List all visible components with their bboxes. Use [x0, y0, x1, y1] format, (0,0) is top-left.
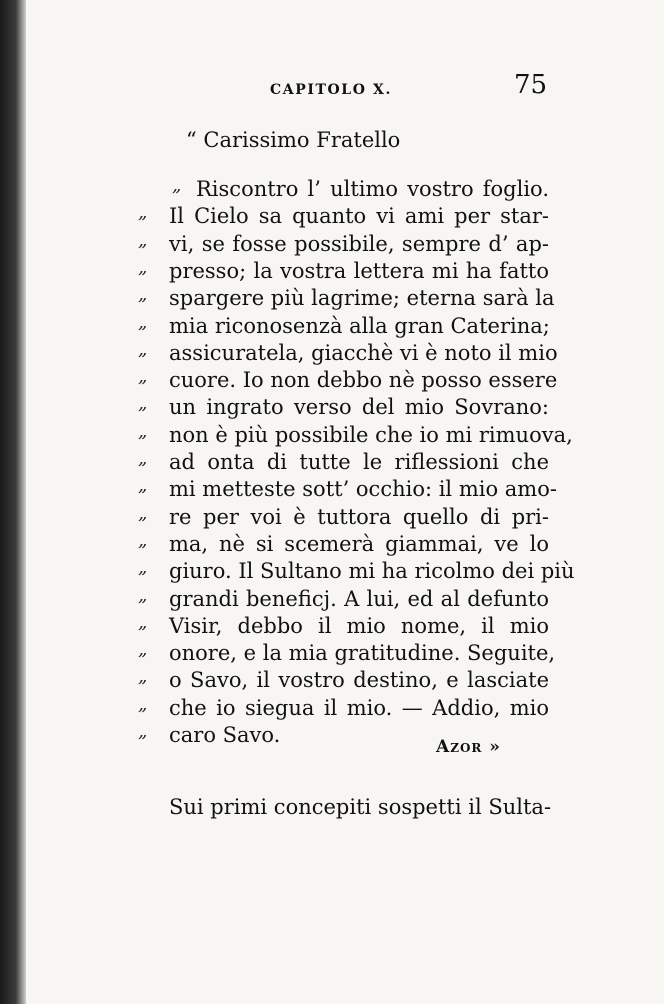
quote-mark: „ — [138, 584, 148, 606]
quote-mark: „ — [138, 475, 148, 497]
quote-mark: „ — [138, 338, 148, 360]
quote-mark: „ — [138, 721, 148, 742]
letter-line: spargere più lagrime; eterna sarà la — [169, 286, 555, 311]
letter-line: vi, se fosse possibile, sempre d’ ap- — [169, 231, 549, 256]
quote-mark: „ — [138, 502, 148, 524]
book-page — [26, 0, 664, 1004]
letter-line: grandi beneficj. A lui, ed al defunto — [169, 586, 549, 611]
quote-mark: „ — [138, 284, 148, 306]
quote-mark: „ — [138, 693, 148, 715]
quote-mark: „ — [138, 611, 148, 633]
letter-line: presso; la vostra lettera mi ha fatto — [169, 258, 549, 283]
letter-line: che io siegua il mio. — Addio, mio — [169, 695, 549, 720]
letter-line: mia riconosenzà alla gran Caterina; — [169, 313, 550, 338]
letter-line: assicuratela, giacchè vi è noto il mio — [169, 340, 558, 365]
quote-mark: „ — [138, 366, 148, 388]
letter-line: onore, e la mia gratitudine. Seguite, — [169, 641, 556, 666]
quote-mark: „ — [138, 393, 148, 415]
quote-mark: „ — [138, 529, 148, 551]
letter-line: re per voi è tuttora quello di pri- — [169, 504, 549, 529]
quote-mark: „ — [138, 557, 148, 579]
letter-line: giuro. Il Sultano mi ha ricolmo dei più — [169, 559, 575, 584]
quote-mark: „ — [138, 256, 148, 278]
quote-mark: „ — [138, 229, 148, 251]
letter-line: o Savo, il vostro destino, e lasciate — [169, 668, 549, 693]
letter-line: non è più possibile che io mi rimuova, — [169, 422, 573, 447]
quote-mark: „ — [138, 311, 148, 333]
quote-mark: „ — [138, 639, 148, 661]
letter-line: mi metteste sott’ occhio: il mio amo- — [169, 477, 557, 502]
letter-salutation: “ Carissimo Fratello — [186, 128, 401, 152]
quote-mark: „ — [138, 448, 148, 469]
letter-line: un ingrato verso del mio Sovrano: — [169, 395, 549, 420]
letter-signature: Azor » — [436, 737, 501, 757]
chapter-heading: CAPITOLO X. — [270, 82, 392, 98]
letter-line: Il Cielo sa quanto vi ami per star- — [169, 204, 549, 229]
quote-mark: „ — [138, 420, 148, 442]
letter-line: Visir, debbo il mio nome, il mio — [169, 613, 549, 638]
letter-line: caro Savo. — [169, 723, 281, 747]
page-number: 75 — [514, 70, 548, 100]
closing-paragraph-line: Sui primi concepiti sospetti il Sulta- — [169, 795, 552, 819]
letter-line: ma, nè si scemerà giammai, ve lo — [169, 531, 549, 556]
letter-line: Riscontro l’ ultimo vostro foglio. — [196, 177, 549, 201]
quote-mark: „ — [138, 666, 148, 688]
letter-line: cuore. Io non debbo nè posso essere — [169, 368, 558, 393]
letter-line: ad onta di tutte le riflessioni che — [169, 450, 549, 474]
quote-mark: „ — [172, 175, 182, 196]
quote-mark: „ — [138, 202, 148, 224]
book-gutter — [0, 0, 26, 1004]
